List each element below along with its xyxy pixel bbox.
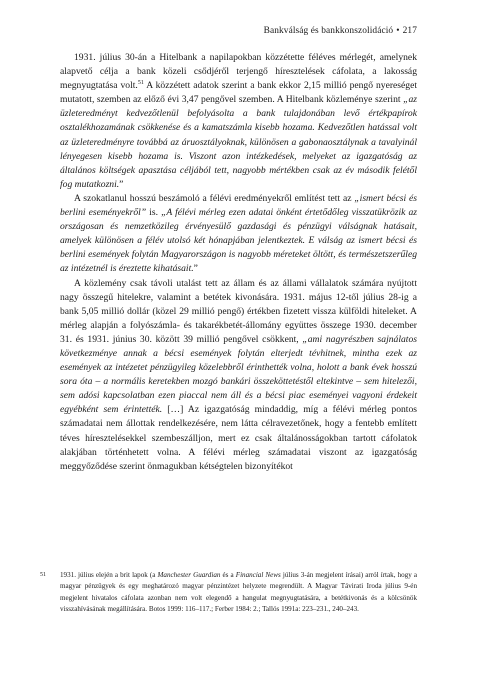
paragraph-2-text: A szokatlanul hosszú beszámoló a félévi eredményekről említést tett az (74, 192, 355, 204)
header-bullet: • (396, 26, 400, 36)
quote-close: ” (193, 263, 198, 275)
quote-close: ” (119, 178, 124, 190)
footnote-source-title: Manchester Guardian (157, 571, 221, 579)
paragraph-3-text: A közlemény csak távoli utalást tett az állam és az állami vállalatok számára nyújtott nagy összegű hitelekre, valamint a betétek kivonására. 1931. május 12-től július 28-ig a bank 5,05 millió dollár (közel 29 millió pengő) értékben fizetett vissza külföldi hiteleket. A mérleg alapján a folyószámla- és takarékbetét-állomány együttes összege 1930. december 31. és 1931. június 30. között 39 millió pengővel csökkent, (60, 277, 417, 345)
hitelbank-quote: „az üzleteredményt kedvezőtlenül befolyásolta a bank tulajdonában levő értékpapírok osztalékhozamának csökkenése és a kamatszámla kisebb hozama. Kedvezőtlen hatással volt az üzleteredményre továbbá az áruosztályoknak, különösen a gabonaosztálynak a tavalyinál lényegesen kisebb hozama is. Viszont azon intézkedések, melyeket az igazgatóság az általános költségek apasztása céljából tett, nagyobb mértékben csak az év második felétől fog mutatkozni. (60, 94, 417, 190)
footnote-number: 51 (40, 572, 46, 578)
book-page (40, 0, 418, 676)
footnote-source-title: Financial News (235, 571, 281, 579)
paragraph-1 (60, 51, 417, 192)
footnote-ref-51[interactable]: 51 (137, 80, 144, 86)
footnote-text: 1931. július elején a brit lapok (a (60, 571, 158, 579)
running-title: Bankválság és bankkonszolidáció (263, 26, 394, 36)
paragraph-1-text: 1931. július 30-án a Hitelbank a napilapokban közzétette féléves mérlegét, amelynek alapvető célja a bank közeli csődjéről terjengő híresztelések cáfolata, a lakosság megnyugtatása volt. (60, 52, 417, 92)
consequence-quote: „ami nagyrészben sajnálatos következménye annak a bécsi események folytán elterjedt tévhitnek, mintha ezek az események az intézetet pénzügyileg közelebbről érinthették volna, holott a bank évek hosszú sora óta – a normális keretekben mozgó bankári összeköttetéstől eltekintve – sem hitelezői, sem adósi kapcsolatban ezen piaccal nem áll és a bécsi piac eseményei vagyoni érdekeit egyébként sem érintették. (60, 333, 417, 416)
paragraph-3-text-b: […] Az igazgatóság mindaddig, míg a félévi mérleg pontos számadatai nem állottak rendelkezésére, nem látta célravezetőnek, hogy a fentebb említett téves híresztelésekkel szembeszálljon, mert ez csak általánosságokban tartott cáfolatok alakjában történhetett volna. A félévi mérleg számadatai viszont az igazgatóság meggyőződése szerint önmagukban kétségtelen bizonyítékot (60, 404, 417, 472)
main-text (60, 51, 417, 474)
page-number: 217 (402, 26, 417, 36)
balance-quote: „A félévi mérleg ezen adatai önként értetődőleg visszatükrözik az országosan és nemzetközileg érvényesülő gazdasági és pénzügyi válságnak hatásait, amelyek különösen a félév utolsó két hónapjában jelentkeztek. E válság az ismert bécsi és berlini események folytán Magyarországon is nagyobb méreteket öltött, és természetszerűleg az intézetnél is éreztette kihatásait. (60, 207, 417, 275)
footnote-text: és a (220, 571, 236, 579)
paragraph-3 (60, 277, 417, 474)
paragraph-1-text-b: A közzétett adatok szerint a bank ekkor 2,15 millió pengő nyereséget mutatott, szemben az előző évi 3,47 pengővel szemben. A Hitelbank közleménye szerint (60, 80, 418, 106)
footnote-text: július 3-án megjelent írásai) arról írtak, hogy a magyar pénzügyek és egy meghatározó magyar pénzintézet helyzete megrendült. A Magyar Távirati Iroda július 9-én megjelent hivatalos cáfolata azonban nem volt elegendő a hangulat megnyugtatására, a betétkivonás és a kölcsönök visszahívásának megállítására. Botos 1999: 116–117.; Ferber 1984: 2.; Tallós 1991a: 223–231., 240–243. (60, 571, 417, 614)
running-header (264, 26, 417, 36)
events-quote: „ismert bécsi és berlini eseményekről” (60, 192, 417, 219)
paragraph-2-text-b: is. (146, 207, 162, 219)
footnote-51 (40, 570, 417, 616)
paragraph-2 (60, 192, 417, 277)
